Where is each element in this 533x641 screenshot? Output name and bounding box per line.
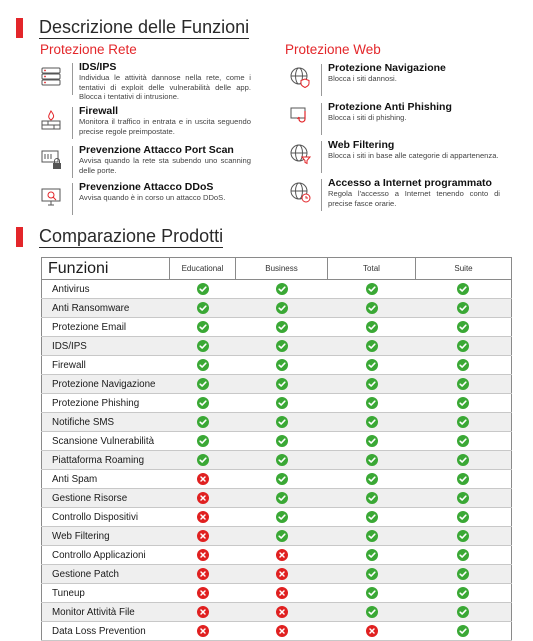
globe-shield-icon bbox=[289, 66, 311, 88]
table-row bbox=[42, 489, 512, 508]
title-accent-bar bbox=[16, 18, 23, 38]
check-icon bbox=[366, 511, 378, 523]
table-row bbox=[42, 356, 512, 375]
cross-icon bbox=[197, 549, 209, 561]
support-cell bbox=[328, 489, 416, 508]
support-cell bbox=[416, 546, 512, 565]
feature-name-cell: IDS/IPS bbox=[42, 337, 170, 356]
support-cell bbox=[236, 470, 328, 489]
check-icon bbox=[366, 283, 378, 295]
cross-icon bbox=[197, 511, 209, 523]
check-icon bbox=[366, 340, 378, 352]
feature-item bbox=[289, 179, 504, 215]
support-cell bbox=[416, 565, 512, 584]
support-cell bbox=[416, 489, 512, 508]
table-row bbox=[42, 413, 512, 432]
check-icon bbox=[457, 340, 469, 352]
table-row bbox=[42, 318, 512, 337]
feature-item bbox=[289, 64, 504, 100]
network-heading: Protezione Rete bbox=[40, 42, 137, 57]
check-icon bbox=[197, 435, 209, 447]
title-accent-bar bbox=[16, 227, 23, 247]
feature-divider bbox=[72, 107, 73, 139]
check-icon bbox=[366, 587, 378, 599]
check-icon bbox=[457, 416, 469, 428]
support-cell bbox=[236, 584, 328, 603]
column-header: Suite bbox=[416, 258, 512, 280]
support-cell bbox=[416, 470, 512, 489]
support-cell bbox=[170, 394, 236, 413]
check-icon bbox=[276, 321, 288, 333]
feature-divider bbox=[72, 146, 73, 178]
check-icon bbox=[197, 302, 209, 314]
ddos-monitor-icon bbox=[40, 185, 62, 207]
column-header: Business bbox=[236, 258, 328, 280]
support-cell bbox=[170, 508, 236, 527]
table-row bbox=[42, 375, 512, 394]
support-cell bbox=[328, 451, 416, 470]
feature-name-cell: Anti Ransomware bbox=[42, 299, 170, 318]
check-icon bbox=[457, 435, 469, 447]
feature-divider bbox=[321, 64, 322, 96]
cross-icon bbox=[197, 530, 209, 542]
support-cell bbox=[328, 565, 416, 584]
feature-name-cell: Controllo Applicazioni bbox=[42, 546, 170, 565]
cross-icon bbox=[197, 587, 209, 599]
check-icon bbox=[366, 359, 378, 371]
support-cell bbox=[170, 413, 236, 432]
check-icon bbox=[457, 587, 469, 599]
check-icon bbox=[457, 530, 469, 542]
check-icon bbox=[276, 530, 288, 542]
feature-description: Monitora il traffico in entrata e in uscita seguendo precise regole preimpostate. bbox=[79, 117, 251, 136]
support-cell bbox=[328, 508, 416, 527]
feature-name-cell: Data Loss Prevention bbox=[42, 622, 170, 641]
firewall-icon bbox=[40, 109, 62, 131]
check-icon bbox=[457, 302, 469, 314]
support-cell bbox=[328, 280, 416, 299]
support-cell bbox=[416, 280, 512, 299]
support-cell bbox=[328, 394, 416, 413]
support-cell bbox=[236, 546, 328, 565]
check-icon bbox=[366, 321, 378, 333]
check-icon bbox=[457, 473, 469, 485]
feature-item bbox=[289, 141, 504, 177]
support-cell bbox=[416, 622, 512, 641]
support-cell bbox=[236, 394, 328, 413]
support-cell bbox=[236, 489, 328, 508]
check-icon bbox=[366, 473, 378, 485]
cross-icon bbox=[276, 606, 288, 618]
check-icon bbox=[197, 321, 209, 333]
check-icon bbox=[276, 340, 288, 352]
support-cell bbox=[416, 508, 512, 527]
table-row bbox=[42, 546, 512, 565]
table-row bbox=[42, 565, 512, 584]
support-cell bbox=[328, 470, 416, 489]
feature-description: Blocca i siti dannosi. bbox=[328, 74, 397, 83]
check-icon bbox=[276, 435, 288, 447]
feature-name-cell: Piattaforma Roaming bbox=[42, 451, 170, 470]
check-icon bbox=[457, 606, 469, 618]
support-cell bbox=[328, 337, 416, 356]
feature-description: Avvisa quando è in corso un attacco DDoS. bbox=[79, 193, 226, 202]
check-icon bbox=[457, 549, 469, 561]
support-cell bbox=[170, 622, 236, 641]
feature-title: Web Filtering bbox=[328, 139, 395, 151]
check-icon bbox=[276, 397, 288, 409]
check-icon bbox=[366, 454, 378, 466]
check-icon bbox=[276, 473, 288, 485]
support-cell bbox=[170, 432, 236, 451]
feature-divider bbox=[321, 103, 322, 135]
check-icon bbox=[366, 302, 378, 314]
support-cell bbox=[416, 451, 512, 470]
support-cell bbox=[416, 603, 512, 622]
support-cell bbox=[236, 356, 328, 375]
server-icon bbox=[40, 65, 62, 87]
support-cell bbox=[236, 280, 328, 299]
feature-name-cell: Anti Spam bbox=[42, 470, 170, 489]
column-header: Total bbox=[328, 258, 416, 280]
feature-name-cell: Antivirus bbox=[42, 280, 170, 299]
check-icon bbox=[276, 454, 288, 466]
support-cell bbox=[170, 299, 236, 318]
support-cell bbox=[236, 337, 328, 356]
cross-icon bbox=[276, 587, 288, 599]
check-icon bbox=[366, 530, 378, 542]
check-icon bbox=[457, 454, 469, 466]
support-cell bbox=[236, 451, 328, 470]
support-cell bbox=[416, 584, 512, 603]
feature-description: Avvisa quando la rete sta subendo uno scanning delle porte. bbox=[79, 156, 251, 175]
support-cell bbox=[170, 470, 236, 489]
feature-name-cell: Notifiche SMS bbox=[42, 413, 170, 432]
check-icon bbox=[197, 340, 209, 352]
support-cell bbox=[328, 299, 416, 318]
support-cell bbox=[328, 546, 416, 565]
check-icon bbox=[276, 359, 288, 371]
cross-icon bbox=[276, 568, 288, 580]
support-cell bbox=[170, 546, 236, 565]
check-icon bbox=[197, 283, 209, 295]
support-cell bbox=[170, 451, 236, 470]
phishing-hook-icon bbox=[289, 105, 311, 127]
support-cell bbox=[170, 375, 236, 394]
features-title-text: Descrizione delle Funzioni bbox=[39, 17, 250, 37]
globe-filter-icon bbox=[289, 143, 311, 165]
check-icon bbox=[457, 568, 469, 580]
table-row bbox=[42, 451, 512, 470]
support-cell bbox=[328, 603, 416, 622]
feature-name-cell: Controllo Dispositivi bbox=[42, 508, 170, 527]
feature-name-cell: Web Filtering bbox=[42, 527, 170, 546]
support-cell bbox=[236, 527, 328, 546]
table-row bbox=[42, 508, 512, 527]
feature-item bbox=[40, 183, 255, 219]
feature-description: Individua le attività dannose nella rete, come i tentativi di exploit delle vulnerabilità delle app. Blocca i tentativi di intrusione. bbox=[79, 73, 251, 101]
check-icon bbox=[366, 416, 378, 428]
web-heading: Protezione Web bbox=[285, 42, 381, 57]
support-cell bbox=[416, 432, 512, 451]
check-icon bbox=[276, 302, 288, 314]
feature-title: IDS/IPS bbox=[79, 61, 117, 73]
support-cell bbox=[416, 527, 512, 546]
support-cell bbox=[170, 527, 236, 546]
feature-title: Protezione Anti Phishing bbox=[328, 101, 452, 113]
table-row bbox=[42, 527, 512, 546]
check-icon bbox=[276, 511, 288, 523]
support-cell bbox=[328, 318, 416, 337]
support-cell bbox=[328, 375, 416, 394]
support-cell bbox=[328, 356, 416, 375]
features-section-title bbox=[16, 15, 249, 41]
support-cell bbox=[236, 299, 328, 318]
column-header: Funzioni bbox=[42, 258, 170, 280]
check-icon bbox=[366, 549, 378, 561]
support-cell bbox=[170, 318, 236, 337]
table-row bbox=[42, 603, 512, 622]
feature-item bbox=[289, 103, 504, 139]
cross-icon bbox=[197, 568, 209, 580]
check-icon bbox=[276, 416, 288, 428]
comparison-table bbox=[41, 257, 512, 641]
support-cell bbox=[170, 337, 236, 356]
feature-name-cell: Scansione Vulnerabilità bbox=[42, 432, 170, 451]
table-row bbox=[42, 622, 512, 641]
support-cell bbox=[236, 318, 328, 337]
support-cell bbox=[328, 527, 416, 546]
table-row bbox=[42, 394, 512, 413]
feature-divider bbox=[72, 183, 73, 215]
support-cell bbox=[170, 280, 236, 299]
check-icon bbox=[366, 435, 378, 447]
check-icon bbox=[197, 359, 209, 371]
cross-icon bbox=[197, 492, 209, 504]
support-cell bbox=[170, 565, 236, 584]
support-cell bbox=[236, 432, 328, 451]
table-row bbox=[42, 432, 512, 451]
feature-item bbox=[40, 63, 255, 99]
support-cell bbox=[416, 413, 512, 432]
support-cell bbox=[236, 565, 328, 584]
feature-title: Firewall bbox=[79, 105, 119, 117]
feature-title: Prevenzione Attacco DDoS bbox=[79, 181, 214, 193]
support-cell bbox=[236, 413, 328, 432]
support-cell bbox=[170, 584, 236, 603]
feature-name-cell: Tuneup bbox=[42, 584, 170, 603]
column-header: Educational bbox=[170, 258, 236, 280]
table-header-row bbox=[42, 258, 512, 280]
check-icon bbox=[457, 511, 469, 523]
table-row bbox=[42, 337, 512, 356]
check-icon bbox=[197, 416, 209, 428]
feature-name-cell: Protezione Phishing bbox=[42, 394, 170, 413]
check-icon bbox=[457, 321, 469, 333]
support-cell bbox=[236, 508, 328, 527]
feature-name-cell: Protezione Navigazione bbox=[42, 375, 170, 394]
feature-name-cell: Firewall bbox=[42, 356, 170, 375]
support-cell bbox=[328, 584, 416, 603]
check-icon bbox=[457, 397, 469, 409]
feature-name-cell: Protezione Email bbox=[42, 318, 170, 337]
table-row bbox=[42, 280, 512, 299]
check-icon bbox=[366, 492, 378, 504]
check-icon bbox=[457, 359, 469, 371]
feature-name-cell: Gestione Patch bbox=[42, 565, 170, 584]
feature-name-cell: Gestione Risorse bbox=[42, 489, 170, 508]
cross-icon bbox=[197, 473, 209, 485]
check-icon bbox=[366, 397, 378, 409]
feature-divider bbox=[72, 63, 73, 95]
support-cell bbox=[328, 622, 416, 641]
table-row bbox=[42, 584, 512, 603]
check-icon bbox=[276, 492, 288, 504]
feature-item bbox=[40, 107, 255, 143]
port-lock-icon bbox=[40, 148, 62, 170]
feature-title: Protezione Navigazione bbox=[328, 62, 446, 74]
check-icon bbox=[457, 283, 469, 295]
compare-section-title bbox=[16, 224, 223, 250]
support-cell bbox=[236, 375, 328, 394]
check-icon bbox=[366, 378, 378, 390]
feature-divider bbox=[321, 179, 322, 211]
check-icon bbox=[276, 283, 288, 295]
check-icon bbox=[276, 378, 288, 390]
cross-icon bbox=[197, 606, 209, 618]
support-cell bbox=[328, 413, 416, 432]
support-cell bbox=[328, 432, 416, 451]
feature-item bbox=[40, 146, 255, 182]
feature-title: Accesso a Internet programmato bbox=[328, 177, 492, 189]
check-icon bbox=[366, 606, 378, 618]
feature-divider bbox=[321, 141, 322, 173]
check-icon bbox=[457, 492, 469, 504]
table-row bbox=[42, 470, 512, 489]
support-cell bbox=[416, 394, 512, 413]
feature-description: Blocca i siti di phishing. bbox=[328, 113, 407, 122]
feature-name-cell: Monitor Attività File bbox=[42, 603, 170, 622]
support-cell bbox=[416, 299, 512, 318]
support-cell bbox=[170, 356, 236, 375]
support-cell bbox=[236, 603, 328, 622]
check-icon bbox=[197, 378, 209, 390]
table-row bbox=[42, 299, 512, 318]
support-cell bbox=[236, 622, 328, 641]
support-cell bbox=[416, 337, 512, 356]
cross-icon bbox=[276, 549, 288, 561]
compare-title-text: Comparazione Prodotti bbox=[39, 226, 224, 246]
feature-description: Regola l'accesso a Internet tenendo conto di precise fasce orarie. bbox=[328, 189, 500, 208]
support-cell bbox=[170, 489, 236, 508]
feature-title: Prevenzione Attacco Port Scan bbox=[79, 144, 234, 156]
check-icon bbox=[197, 397, 209, 409]
support-cell bbox=[416, 318, 512, 337]
globe-clock-icon bbox=[289, 181, 311, 203]
check-icon bbox=[366, 568, 378, 580]
support-cell bbox=[416, 356, 512, 375]
check-icon bbox=[197, 454, 209, 466]
support-cell bbox=[416, 375, 512, 394]
feature-description: Blocca i siti in base alle categorie di appartenenza. bbox=[328, 151, 499, 160]
support-cell bbox=[170, 603, 236, 622]
check-icon bbox=[457, 378, 469, 390]
